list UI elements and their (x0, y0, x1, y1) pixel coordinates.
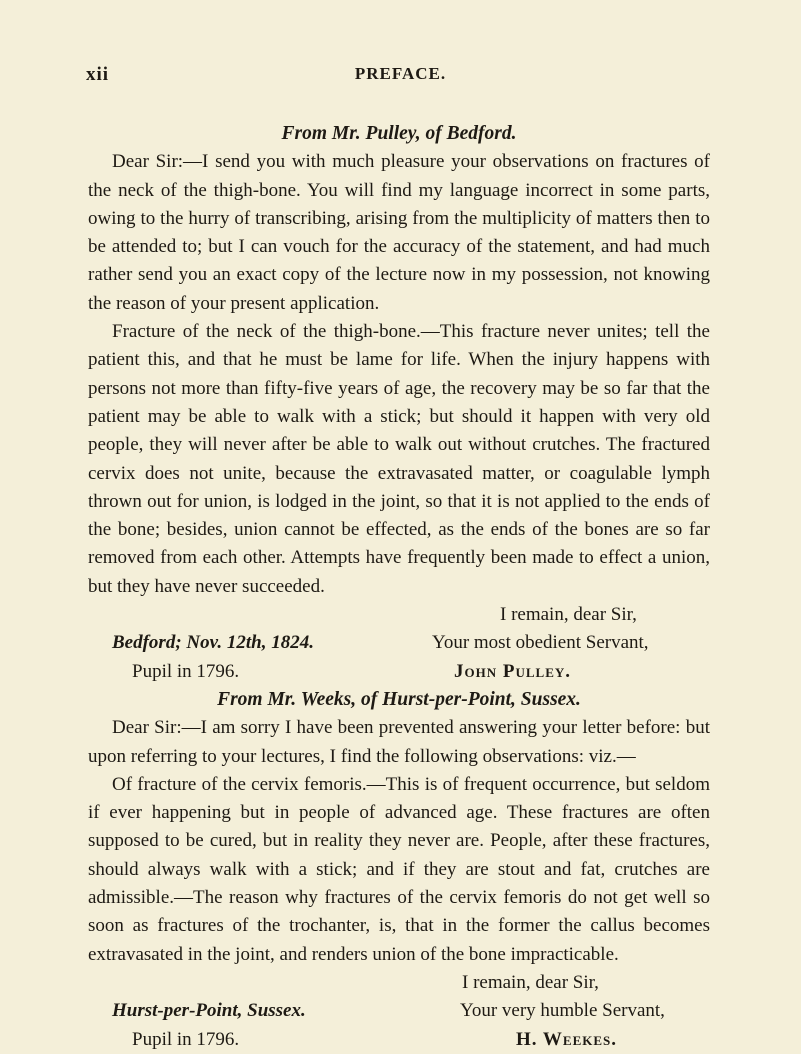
letter2-heading: From Mr. Weeks, of Hurst-per-Point, Sussex. (217, 688, 581, 710)
letter2-paragraph: Of fracture of the cervix femoris.—This is of frequent occurrence, but seldom if ever happening but in people of advanced age. These fractures are often supposed to be cured, but in reality they never are. People, after these fractures, should always walk with a stick; and if they are stout and fat, crutches are admissible.—The reason why fractures of the cervix femoris do not get well so soon as fractures of the trochanter, is, that in the former the callus becomes extravasated in the joint, and renders union of the bone impracticable. (88, 773, 710, 965)
letter1-closing: I remain, dear Sir, (500, 604, 637, 626)
letter1-valediction: Your most obedient Servant, (432, 632, 649, 654)
letter1-place-date: Bedford; Nov. 12th, 1824. (112, 632, 314, 654)
running-title: PREFACE. (354, 64, 447, 83)
letter2-signature: H. Weekes. (516, 1028, 618, 1050)
page-body (88, 120, 710, 1054)
letter2-pupil: Pupil in 1796. (132, 1028, 240, 1050)
letter1-paragraph: Fracture of the neck of the thigh-bone.—This fracture never unites; tell the patient this, and that he must be lame for life. When the injury happens with persons not more than fifty-five years of age, the recovery may be so far that the patient may be able to walk with a stick; but should it happen with very old people, they will never after be able to walk out without crutches. The fractured cervix does not unite, because the extravasated matter, or coagulable lymph thrown out for union, is lodged in the joint, so that it is not applied to the ends of the bone; besides, union cannot be effected, as the ends of the bones are so far removed from each other. Attempts have frequently been made to effect a union, but they have never succeeded. (88, 321, 710, 597)
letter2-valediction: Your very humble Servant, (460, 1000, 665, 1022)
page-number: xii (86, 64, 110, 85)
letter1-pupil: Pupil in 1796. (132, 660, 240, 682)
letter1-signature: John Pulley. (454, 660, 572, 682)
letter2-place-line (88, 997, 710, 1025)
letter1-closing-line (88, 601, 710, 629)
letter2-place: Hurst-per-Point, Sussex. (112, 1000, 306, 1022)
letter1-paragraph: Dear Sir:—I send you with much pleasure your observations on fractures of the neck of the thigh-bone. You will find my language incorrect in some parts, owing to the hurry of transcribing, arising from the multiplicity of matters then to be attended to; but I can vouch for the accuracy of the statement, and had much rather send you an exact copy of the lecture now in my possession, not knowing the reason of your present application. (88, 151, 710, 314)
letter1-place-line (88, 629, 710, 657)
letter2-paragraph: Dear Sir:—I am sorry I have been prevented answering your letter before: but upon referring to your lectures, I find the following observations: viz.— (88, 717, 710, 767)
letter2-signature-line (88, 1026, 710, 1054)
letter2-closing-line (88, 969, 710, 997)
letter1-signature-line (88, 658, 710, 686)
letter2-closing: I remain, dear Sir, (462, 971, 599, 993)
letter1-heading: From Mr. Pulley, of Bedford. (281, 123, 517, 144)
page-header (0, 54, 801, 90)
